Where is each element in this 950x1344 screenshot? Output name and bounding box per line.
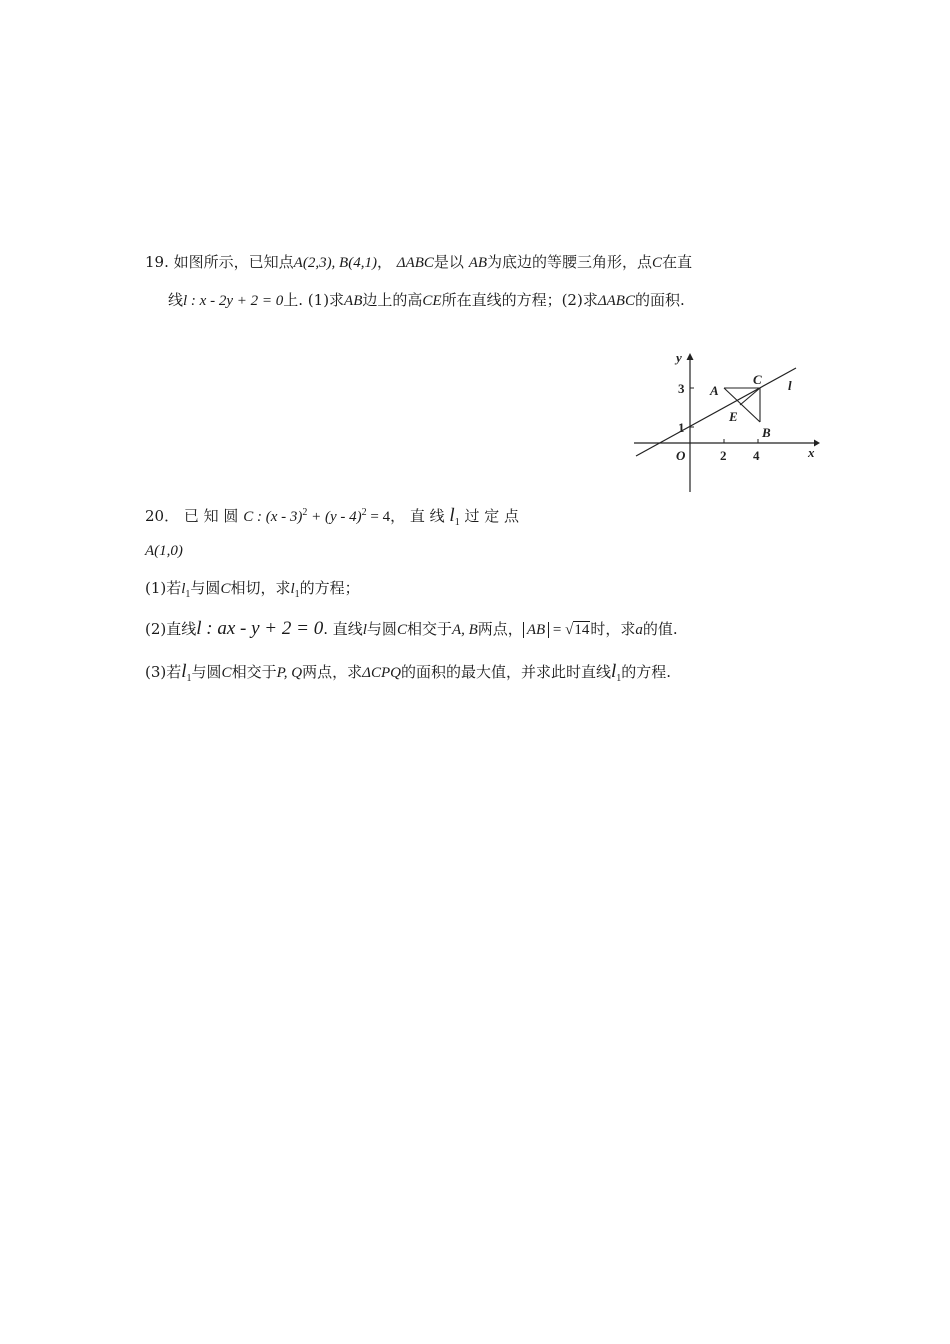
q19-text: 边上的高 (362, 291, 423, 309)
q20-text: . 直线 (323, 620, 363, 638)
q20-text: (1)若 (145, 579, 182, 597)
q19-points: A(2,3), B(4,1) (293, 255, 377, 271)
label-tick-2: 2 (720, 448, 727, 463)
q20-number: 20． (145, 507, 180, 525)
x-axis-arrow (814, 440, 820, 447)
q19-text: 为底边的等腰三角形，点 (487, 253, 653, 271)
q20-text: 与圆 (366, 620, 397, 638)
q20-circle-eq: C : (x - 3) (243, 509, 303, 525)
q20-l1: l (610, 661, 617, 682)
q19-number: 19. (145, 253, 169, 271)
sqrt-symbol: √ (565, 622, 574, 638)
coordinate-figure (632, 350, 822, 495)
q19-line-equation: l : x - 2y + 2 = 0 (183, 293, 284, 309)
q20-text: 两点， (477, 620, 523, 638)
q19-text: 的面积. (634, 291, 685, 309)
q20-line-2 (145, 540, 183, 561)
q20-triangle: ΔCPQ (362, 665, 401, 681)
q19-triangle: ΔABC (396, 255, 434, 271)
q19-text: 线 (168, 291, 184, 309)
q20-sqrt-value: 14 (574, 622, 590, 638)
q19-part-2: (2)求 (561, 291, 598, 309)
q20-text: 已 知 圆 (183, 507, 239, 525)
q20-part-3 (145, 662, 671, 689)
q20-text: 相切，求 (230, 579, 291, 597)
label-point-c: C (753, 372, 762, 387)
q19-ab: AB (468, 255, 488, 271)
q19-triangle: ΔABC (597, 293, 635, 309)
q20-subscript: 1 (616, 673, 622, 684)
label-point-e: E (729, 409, 738, 424)
q20-subscript: 1 (186, 673, 192, 684)
q20-l1: l (181, 581, 186, 597)
q20-part-2 (145, 619, 678, 640)
q19-text: 所在直线的方程； (441, 291, 562, 309)
q20-exponent: 2 (361, 507, 367, 518)
q19-line-2 (168, 290, 685, 311)
q20-text: 相交于 (231, 663, 277, 681)
q20-text: 的面积的最大值，并求此时直线 (400, 663, 611, 681)
q19-ab: AB (344, 293, 363, 309)
q20-text: 的方程. (621, 663, 672, 681)
q20-text: 与圆 (190, 579, 221, 597)
label-point-b: B (762, 425, 771, 440)
q20-point-a: A(1,0) (145, 543, 183, 559)
q20-points-ab: A, B (451, 622, 478, 638)
q20-subscript: 1 (454, 517, 460, 528)
q20-text: (3)若 (145, 663, 182, 681)
q20-subscript: 1 (185, 589, 191, 600)
q20-exponent: 2 (302, 507, 308, 518)
label-y: y (676, 350, 682, 365)
q20-c: C (396, 622, 407, 638)
q19-part-1: (1)求 (307, 291, 345, 309)
q20-equals: = (549, 622, 566, 638)
q20-text: 与圆 (191, 663, 222, 681)
q20-subscript: 1 (294, 589, 300, 600)
q20-c: C (220, 581, 231, 597)
label-x: x (808, 445, 815, 460)
q19-c: C (652, 255, 663, 271)
q20-text: ， 直 线 (390, 507, 445, 525)
q20-var-a: a (635, 622, 643, 638)
q19-line-1 (145, 252, 692, 273)
q20-text: 时，求 (590, 620, 636, 638)
q20-text: 相交于 (406, 620, 452, 638)
q20-l1: l (449, 505, 455, 526)
label-tick-4: 4 (753, 448, 760, 463)
q20-abs-ab: AB (523, 622, 549, 638)
q20-text: 的值. (642, 620, 678, 638)
coordinate-figure-svg (632, 350, 822, 495)
label-tick-1: 1 (678, 420, 685, 435)
q20-c: C (221, 665, 232, 681)
q20-line-1 (145, 503, 519, 533)
q20-text: 两点，求 (302, 663, 363, 681)
q20-points-pq: P, Q (276, 665, 303, 681)
q20-part-1 (145, 578, 360, 605)
q19-text: 是以 (433, 253, 464, 271)
q20-circle-eq: = 4 (366, 509, 391, 525)
q20-text: 过 定 点 (464, 507, 520, 525)
q19-text: 如图所示，已知点 (173, 253, 294, 271)
label-line-l: l (788, 378, 792, 393)
q20-text: 的方程； (299, 579, 360, 597)
q20-line-equation: l : ax - y + 2 = 0 (196, 618, 324, 639)
label-origin: O (676, 448, 686, 463)
label-point-a: A (710, 383, 719, 398)
q20-l: l (362, 622, 367, 638)
q19-text: 上. (283, 291, 304, 309)
label-tick-3: 3 (678, 381, 685, 396)
q20-circle-eq: + (y - 4) (307, 509, 362, 525)
q19-text: 在直 (662, 253, 693, 271)
q19-text: ， (376, 253, 392, 271)
q20-l1: l (181, 661, 187, 682)
q20-l1: l (290, 581, 295, 597)
y-axis-arrow (687, 353, 694, 360)
q20-text: (2)直线 (145, 620, 197, 638)
q19-ce: CE (422, 293, 442, 309)
